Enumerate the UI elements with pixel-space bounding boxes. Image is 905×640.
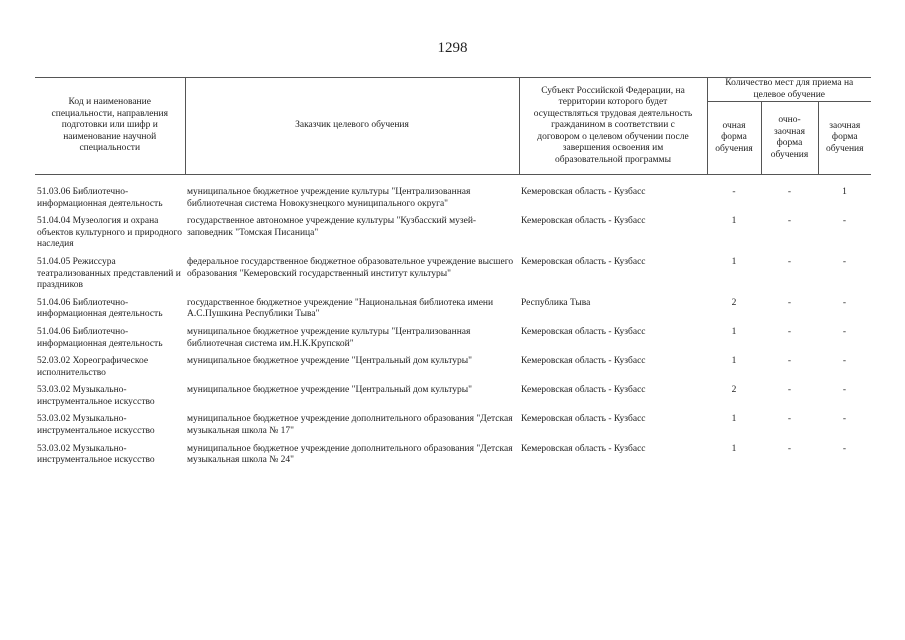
distance-cell: - bbox=[842, 257, 847, 268]
distance-cell: - bbox=[842, 297, 847, 308]
customer-cell: муниципальное бюджетное учреждение "Центральный дом культуры" bbox=[187, 356, 473, 367]
region-cell: Кемеровская область - Кузбасс bbox=[521, 356, 646, 367]
table-row bbox=[35, 326, 871, 355]
full-time-cell: - bbox=[732, 187, 736, 198]
customer-cell: муниципальное бюджетное учреждение дополнительного образования "Детская музыкальная школа № 24" bbox=[187, 443, 513, 466]
full-time-cell: 2 bbox=[731, 297, 737, 308]
full-time-cell: 1 bbox=[731, 356, 737, 367]
region-cell: Кемеровская область - Кузбасс bbox=[521, 216, 646, 227]
header-places: Количество мест для приема на целевое обучение bbox=[707, 78, 871, 102]
table-row bbox=[35, 443, 871, 472]
code-cell: 53.03.02 Музыкально-инструментальное искусство bbox=[37, 443, 155, 466]
code-cell: 51.04.05 Режиссура театрализованных представлений и праздников bbox=[37, 257, 181, 291]
table-row bbox=[35, 297, 871, 326]
distance-cell: - bbox=[842, 414, 847, 425]
header-code: Код и наименование специальности, направления подготовки или шифр и наименование научной специальности bbox=[35, 78, 185, 175]
customer-cell: государственное автономное учреждение культуры "Кузбасский музей-заповедник "Томская Писаница" bbox=[187, 216, 477, 238]
part-time-cell: - bbox=[787, 257, 792, 268]
customer-cell: государственное бюджетное учреждение "Национальная библиотека имени А.С.Пушкина Республики Тыва" bbox=[187, 297, 494, 320]
code-cell: 51.04.06 Библиотечно-информационная деятельность bbox=[37, 326, 163, 349]
full-time-cell: 1 bbox=[731, 257, 737, 268]
distance-cell: - bbox=[842, 385, 847, 396]
part-time-cell: - bbox=[787, 414, 792, 425]
part-time-cell: - bbox=[787, 187, 792, 198]
table-row bbox=[35, 384, 871, 413]
header-part-time: очно-заочная форма обучения bbox=[761, 102, 818, 175]
code-cell: 53.03.02 Музыкально-инструментальное искусство bbox=[37, 385, 155, 407]
table-row bbox=[35, 355, 871, 384]
part-time-cell: - bbox=[787, 443, 792, 454]
customer-cell: муниципальное бюджетное учреждение культуры "Централизованная библиотечная система им.Н.К.Крупской" bbox=[187, 326, 471, 349]
header-customer: Заказчик целевого обучения bbox=[185, 78, 519, 175]
region-cell: Кемеровская область - Кузбасс bbox=[521, 187, 646, 198]
part-time-cell: - bbox=[787, 356, 792, 367]
code-cell: 53.03.02 Музыкально-инструментальное искусство bbox=[37, 414, 155, 436]
table-row bbox=[35, 256, 871, 297]
customer-cell: муниципальное бюджетное учреждение "Центральный дом культуры" bbox=[187, 385, 473, 396]
distance-cell: - bbox=[842, 326, 847, 337]
header-distance: заочная форма обучения bbox=[818, 102, 871, 175]
full-time-cell: 1 bbox=[731, 443, 737, 454]
region-cell: Кемеровская область - Кузбасс bbox=[521, 443, 646, 454]
region-cell: Кемеровская область - Кузбасс bbox=[521, 385, 646, 396]
code-cell: 51.04.06 Библиотечно-информационная деятельность bbox=[37, 297, 163, 320]
region-cell: Кемеровская область - Кузбасс bbox=[521, 414, 646, 425]
header-full-time: очная форма обучения bbox=[707, 102, 761, 175]
full-time-cell: 1 bbox=[731, 216, 737, 227]
distance-cell: - bbox=[842, 443, 847, 454]
full-time-cell: 1 bbox=[731, 326, 737, 337]
table-row bbox=[35, 175, 871, 216]
page-number: 1298 bbox=[437, 40, 468, 56]
distance-cell: - bbox=[842, 356, 847, 367]
region-cell: Кемеровская область - Кузбасс bbox=[521, 257, 646, 268]
part-time-cell: - bbox=[787, 297, 792, 308]
target-training-table bbox=[35, 77, 871, 472]
code-cell: 51.04.04 Музеология и охрана объектов культурного и природного наследия bbox=[37, 216, 182, 250]
distance-cell: - bbox=[842, 216, 847, 227]
full-time-cell: 1 bbox=[731, 414, 737, 425]
distance-cell: 1 bbox=[842, 187, 847, 198]
table-row bbox=[35, 413, 871, 442]
customer-cell: федеральное государственное бюджетное образовательное учреждение высшего образования "Кемеровский государственный институт культуры" bbox=[187, 257, 514, 279]
part-time-cell: - bbox=[787, 216, 792, 227]
code-cell: 52.03.02 Хореографическое исполнительство bbox=[37, 356, 149, 378]
header-region: Субъект Российской Федерации, на территории которого будет осуществляться трудовая деятельность гражданином в соответствии с договором о целевом обучении после завершения освоения им образовательной программы bbox=[519, 78, 707, 175]
part-time-cell: - bbox=[787, 385, 792, 396]
table-row bbox=[35, 215, 871, 256]
table-body bbox=[35, 175, 871, 472]
code-cell: 51.03.06 Библиотечно-информационная деятельность bbox=[37, 187, 163, 209]
customer-cell: муниципальное бюджетное учреждение дополнительного образования "Детская музыкальная школа № 17" bbox=[187, 414, 513, 436]
region-cell: Кемеровская область - Кузбасс bbox=[521, 326, 646, 337]
full-time-cell: 2 bbox=[731, 385, 737, 396]
customer-cell: муниципальное бюджетное учреждение культуры "Централизованная библиотечная система Новокузнецкого муниципального округа" bbox=[187, 187, 471, 209]
region-cell: Республика Тыва bbox=[521, 297, 591, 308]
part-time-cell: - bbox=[787, 326, 792, 337]
